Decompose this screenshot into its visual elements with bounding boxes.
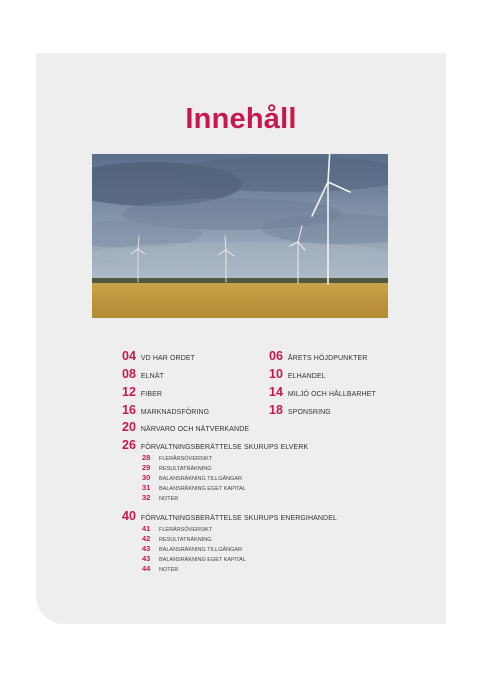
toc-entry-label: MILJÖ OCH HÅLLBARHET bbox=[287, 391, 376, 398]
toc-sub-page-number: 29 bbox=[142, 463, 151, 472]
toc-entry-label: VD HAR ORDET bbox=[140, 355, 195, 362]
page-title: Innehåll bbox=[185, 103, 297, 135]
toc-sub-page-number: 43 bbox=[142, 554, 151, 563]
toc-page-number: 10 bbox=[269, 367, 283, 381]
toc-sub-page-number: 42 bbox=[142, 534, 151, 543]
toc-sub-label: FLERÅRSÖVERSIKT bbox=[159, 527, 213, 533]
toc-page-number: 18 bbox=[269, 403, 283, 417]
toc-sub-page-number: 31 bbox=[142, 483, 151, 492]
toc-entry[interactable] bbox=[122, 420, 249, 434]
toc-sub-label: RESULTATRÄKNING bbox=[159, 537, 212, 543]
toc-page-number: 40 bbox=[122, 509, 136, 523]
toc-entry[interactable] bbox=[269, 385, 376, 399]
toc-sub-label: BALANSRÄKNING TILLGÅNGAR bbox=[159, 547, 243, 553]
toc-section-elverk[interactable] bbox=[122, 438, 308, 452]
toc-entry-label: MARKNADSFÖRING bbox=[140, 409, 210, 416]
table-of-contents bbox=[36, 53, 446, 624]
toc-page-number: 16 bbox=[122, 403, 136, 417]
toc-subentry[interactable] bbox=[142, 453, 212, 462]
toc-entry[interactable] bbox=[269, 403, 331, 417]
toc-subentry[interactable] bbox=[142, 524, 212, 533]
toc-sub-label: NOTER bbox=[159, 496, 179, 502]
toc-sub-page-number: 43 bbox=[142, 544, 151, 553]
toc-entry[interactable] bbox=[122, 385, 162, 399]
toc-sub-label: BALANSRÄKNING EGET KAPITAL bbox=[159, 557, 246, 563]
toc-subentry[interactable] bbox=[142, 554, 246, 563]
toc-sub-page-number: 44 bbox=[142, 564, 151, 573]
toc-subentry[interactable] bbox=[142, 564, 178, 573]
toc-page-number: 26 bbox=[122, 438, 136, 452]
toc-sub-page-number: 28 bbox=[142, 453, 151, 462]
toc-section-energihandel[interactable] bbox=[122, 509, 337, 523]
toc-sub-label: RESULTATRÄKNING bbox=[159, 466, 212, 472]
toc-entry-label: FÖRVALTNINGSBERÄTTELSE SKURUPS ENERGIHANDEL bbox=[140, 515, 337, 522]
toc-sub-page-number: 41 bbox=[142, 524, 151, 533]
toc-entry-label: ELNÄT bbox=[140, 373, 164, 380]
toc-sub-label: NOTER bbox=[159, 567, 179, 573]
toc-entry[interactable] bbox=[122, 349, 195, 363]
toc-page-number: 04 bbox=[122, 349, 136, 363]
document-page bbox=[36, 53, 446, 624]
toc-subentry[interactable] bbox=[142, 534, 212, 543]
toc-entry-label: FÖRVALTNINGSBERÄTTELSE SKURUPS ELVERK bbox=[140, 444, 309, 451]
toc-subentry[interactable] bbox=[142, 463, 212, 472]
toc-entry-label: ÅRETS HÖJDPUNKTER bbox=[287, 355, 368, 362]
toc-page-number: 08 bbox=[122, 367, 136, 381]
toc-entry[interactable] bbox=[122, 403, 209, 417]
toc-sub-page-number: 30 bbox=[142, 473, 151, 482]
toc-page-number: 06 bbox=[269, 349, 283, 363]
toc-sub-page-number: 32 bbox=[142, 493, 151, 502]
toc-sub-label: BALANSRÄKNING EGET KAPITAL bbox=[159, 486, 246, 492]
toc-sub-label: BALANSRÄKNING TILLGÅNGAR bbox=[159, 476, 243, 482]
toc-entry[interactable] bbox=[122, 367, 164, 381]
toc-subentry[interactable] bbox=[142, 544, 242, 553]
toc-entry-label: FIBER bbox=[140, 391, 163, 398]
toc-entry-label: SPONSRING bbox=[287, 409, 331, 416]
toc-page-number: 20 bbox=[122, 420, 136, 434]
toc-entry[interactable] bbox=[269, 349, 367, 363]
toc-subentry[interactable] bbox=[142, 493, 178, 502]
toc-entry-label: ELHANDEL bbox=[287, 373, 326, 380]
toc-sub-label: FLERÅRSÖVERSIKT bbox=[159, 456, 213, 462]
toc-page-number: 12 bbox=[122, 385, 136, 399]
toc-subentry[interactable] bbox=[142, 473, 242, 482]
toc-entry-label: NÄRVARO OCH NÄTVERKANDE bbox=[140, 426, 250, 433]
toc-page-number: 14 bbox=[269, 385, 283, 399]
toc-entry[interactable] bbox=[269, 367, 326, 381]
toc-subentry[interactable] bbox=[142, 483, 246, 492]
